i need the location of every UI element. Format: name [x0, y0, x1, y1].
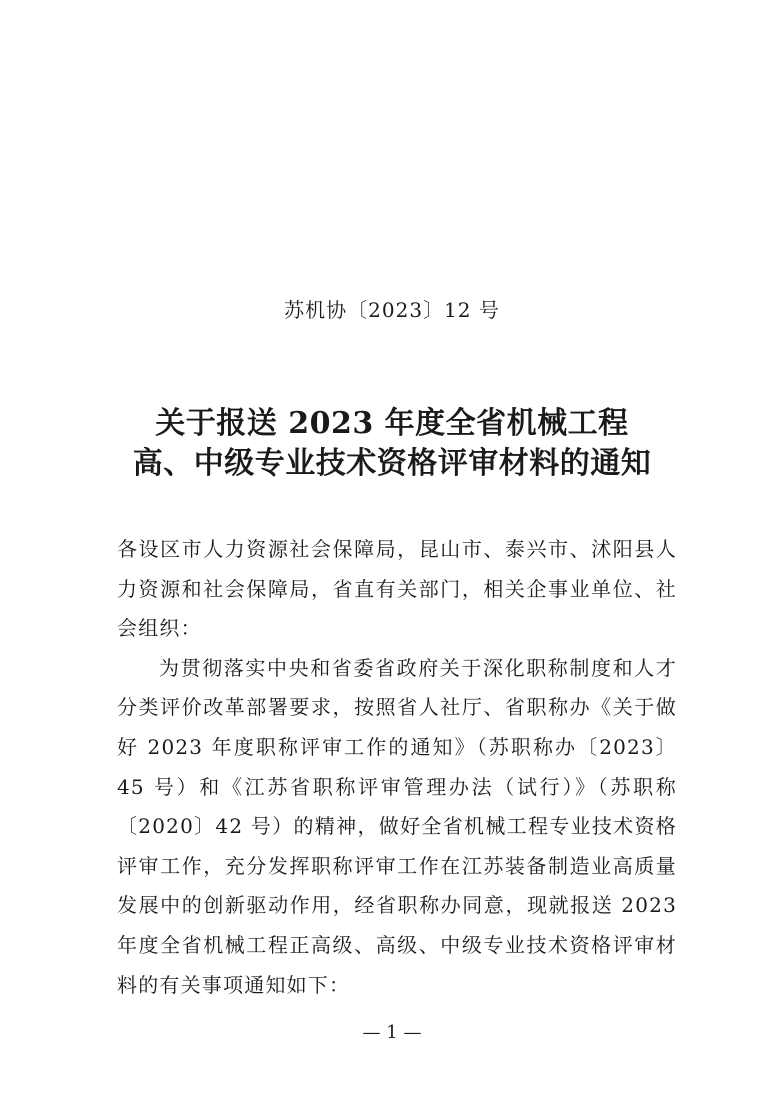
document-title-line-2: 高、中级专业技术资格评审材料的通知: [132, 446, 652, 481]
document-title-line-1: 关于报送 2023 年度全省机械工程: [155, 406, 629, 441]
body-paragraph-1: 为贯彻落实中央和省委省政府关于深化职称制度和人才分类评价改革部署要求，按照省人社厅、省职称办《关于做好 2023 年度职称评审工作的通知》（苏职称办〔2023〕45 号）和《江苏省职称评审管理办法（试行）》（苏职称〔2020〕42 号）的精神，做好全省机械工程专业技术资格评审工作，充分发挥职称评审工作在江苏装备制造业高质量发展中的创新驱动作用，经省职称办同意，现就报送 2023 年度全省机械工程正高级、高级、中级专业技术资格评审材料的有关事项通知如下：: [117, 655, 677, 997]
document-number: 苏机协〔2023〕12 号: [284, 298, 500, 322]
salutation: 各设区市人力资源社会保障局，昆山市、泰兴市、沭阳县人力资源和社会保障局，省直有关部门，相关企事业单位、社会组织：: [117, 537, 677, 641]
document-body: [117, 530, 677, 1005]
page-number: — 1 —: [362, 1022, 422, 1043]
